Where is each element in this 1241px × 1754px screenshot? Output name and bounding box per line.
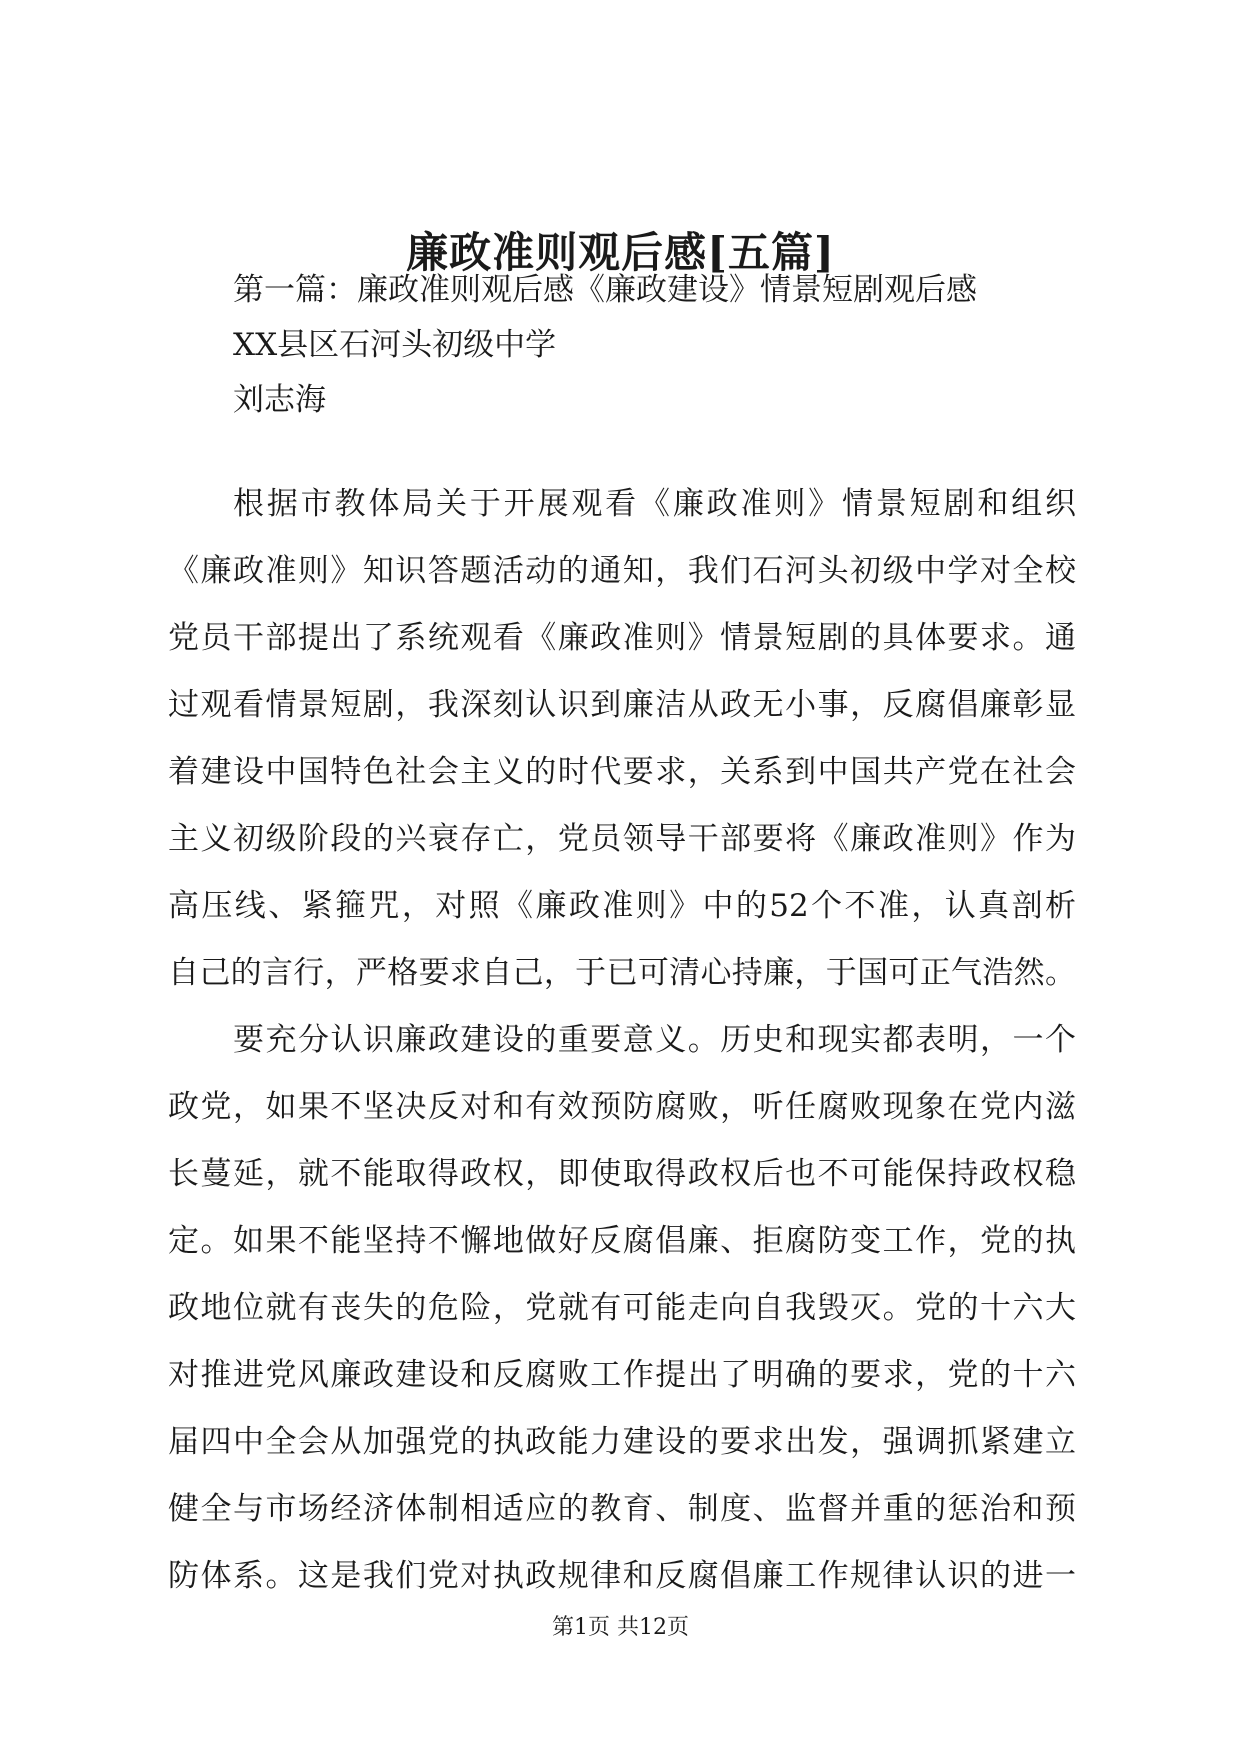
paragraph-1-line: 《廉政准则》知识答题活动的通知，我们石河头初级中学对全校	[168, 553, 1076, 589]
author-name: 刘志海	[233, 382, 326, 418]
paragraph-1-line: 根据市教体局关于开展观看《廉政准则》情景短剧和组织	[233, 486, 1076, 522]
paragraph-1-line: 主义初级阶段的兴衰存亡，党员领导干部要将《廉政准则》作为	[168, 821, 1076, 857]
paragraph-2-line: 长蔓延，就不能取得政权，即使取得政权后也不可能保持政权稳	[168, 1156, 1076, 1192]
paragraph-1-line: 着建设中国特色社会主义的时代要求，关系到中国共产党在社会	[168, 754, 1076, 790]
paragraph-2-line: 对推进党风廉政建设和反腐败工作提出了明确的要求，党的十六	[168, 1357, 1076, 1393]
paragraph-1-line: 党员干部提出了系统观看《廉政准则》情景短剧的具体要求。通	[168, 620, 1076, 656]
paragraph-2-line: 要充分认识廉政建设的重要意义。历史和现实都表明，一个	[233, 1022, 1076, 1058]
school-name: XX县区石河头初级中学	[233, 327, 557, 363]
page-number-footer: 第1页 共12页	[552, 1615, 689, 1640]
paragraph-2-line: 定。如果不能坚持不懈地做好反腐倡廉、拒腐防变工作，党的执	[168, 1223, 1076, 1259]
paragraph-1-line: 高压线、紧箍咒，对照《廉政准则》中的52个不准，认真剖析	[168, 888, 1076, 924]
document-subtitle: 第一篇：廉政准则观后感《廉政建设》情景短剧观后感	[233, 272, 977, 308]
paragraph-2-line: 届四中全会从加强党的执政能力建设的要求出发，强调抓紧建立	[168, 1424, 1076, 1460]
document-body	[168, 484, 1076, 1623]
paragraph-2-line: 健全与市场经济体制相适应的教育、制度、监督并重的惩治和预	[168, 1491, 1076, 1527]
paragraph-2-line: 防体系。这是我们党对执政规律和反腐倡廉工作规律认识的进一	[168, 1558, 1076, 1594]
paragraph-1-line: 自己的言行，严格要求自己，于已可清心持廉，于国可正气浩然。	[168, 955, 1076, 991]
paragraph-1-line: 过观看情景短剧，我深刻认识到廉洁从政无小事，反腐倡廉彰显	[168, 687, 1076, 723]
document-title: 廉政准则观后感[五篇]	[406, 228, 835, 277]
paragraph-2-line: 政党，如果不坚决反对和有效预防腐败，听任腐败现象在党内滋	[168, 1089, 1076, 1125]
paragraph-2-line: 政地位就有丧失的危险，党就有可能走向自我毁灭。党的十六大	[168, 1290, 1076, 1326]
